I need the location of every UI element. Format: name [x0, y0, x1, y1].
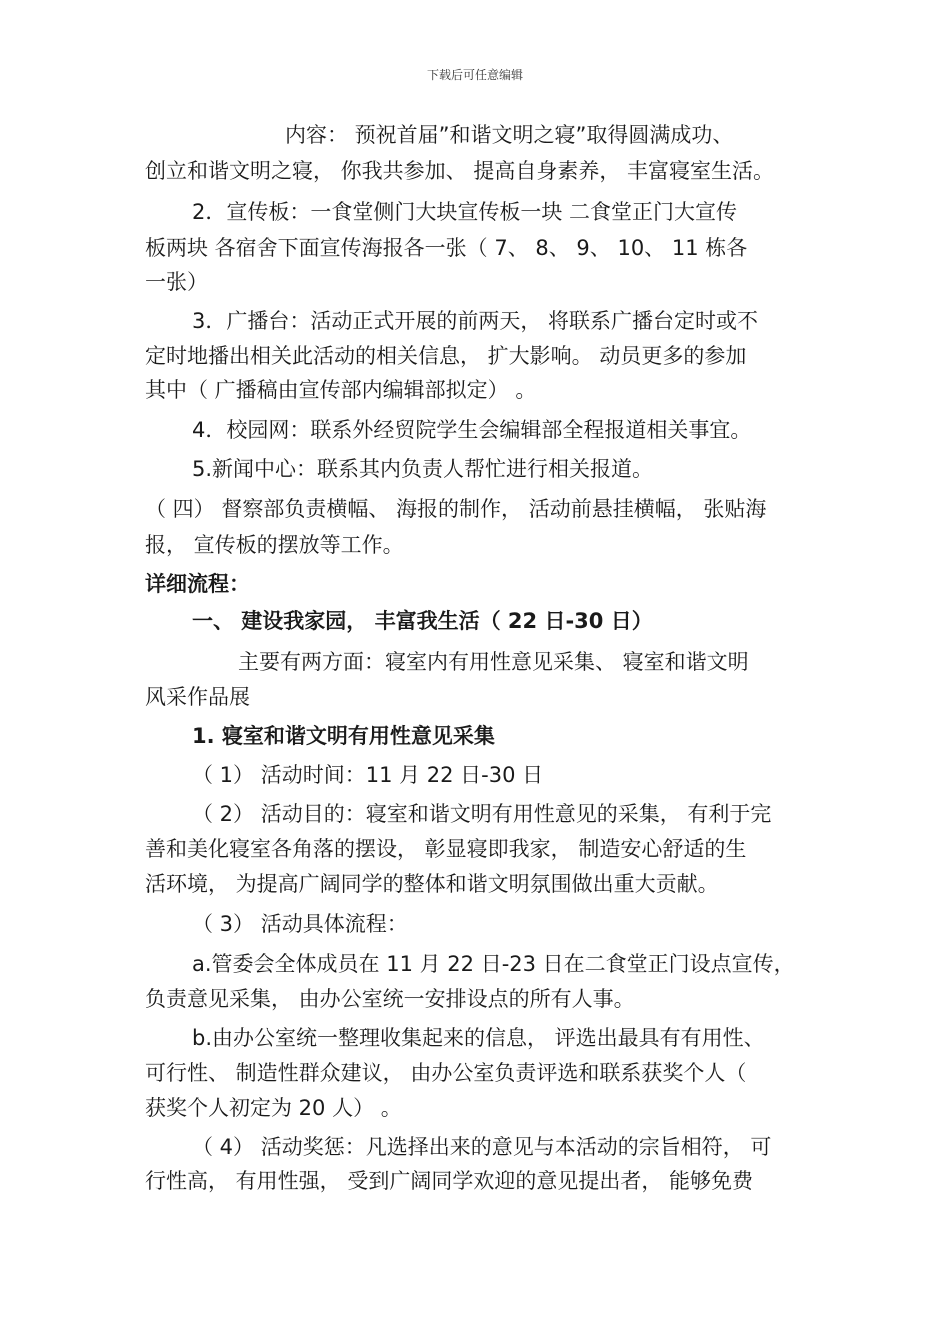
paragraph-line: 2．宣传板：一食堂侧门大块宣传板一块 二食堂正门大宣传 [192, 200, 738, 224]
paragraph-line: （ 3） 活动具体流程： [192, 912, 408, 936]
paragraph-line: 4．校园网：联系外经贸院学生会编辑部全程报道相关事宜。 [192, 418, 752, 442]
paragraph-line: 主要有两方面：寝室内有用性意见采集、 寝室和谐文明 [238, 650, 749, 674]
subsection-heading: 1. 寝室和谐文明有用性意见采集 [192, 724, 495, 748]
section-heading: 详细流程： [145, 572, 250, 596]
page-header: 下载后可任意编辑 [426, 68, 523, 82]
paragraph-line: 其中（ 广播稿由宣传部内编辑部拟定） 。 [145, 378, 537, 402]
paragraph-line: 善和美化寝室各角落的摆设， 彰显寝即我家， 制造安心舒适的生 [145, 837, 747, 861]
paragraph-line: 风采作品展 [145, 685, 250, 709]
paragraph-line: （ 2） 活动目的：寝室和谐文明有用性意见的采集， 有利于完 [192, 802, 772, 826]
paragraph-line: 获奖个人初定为 20 人） 。 [145, 1096, 402, 1120]
paragraph-line: 一张） [145, 270, 208, 294]
paragraph-line: 负责意见采集， 由办公室统一安排设点的所有人事。 [145, 987, 635, 1011]
paragraph-line: 板两块 各宿舍下面宣传海报各一张（ 7、 8、 9、 10、 11 栋各 [145, 236, 748, 260]
paragraph-line: （ 1） 活动时间：11 月 22 日-30 日 [192, 763, 544, 787]
paragraph-line: 报， 宣传板的摆放等工作。 [145, 533, 404, 557]
paragraph-line: a.管委会全体成员在 11 月 22 日-23 日在二食堂正门设点宣传， [192, 952, 795, 976]
paragraph-line: 行性高， 有用性强， 受到广阔同学欢迎的意见提出者， 能够免费 [145, 1169, 754, 1193]
section-heading: 一、 建设我家园， 丰富我生活（ 22 日-30 日） [192, 609, 653, 633]
paragraph-line: 活环境， 为提高广阔同学的整体和谐文明氛围做出重大贡献。 [145, 872, 719, 896]
paragraph-line: b.由办公室统一整理收集起来的信息， 评选出最具有有用性、 [192, 1026, 765, 1050]
paragraph-line: （ 4） 活动奖惩：凡选择出来的意见与本活动的宗旨相符， 可 [192, 1135, 772, 1159]
paragraph-line: 5.新闻中心：联系其内负责人帮忙进行相关报道。 [192, 457, 654, 481]
paragraph-line: 创立和谐文明之寝， 你我共参加、 提高自身素养， 丰富寝室生活。 [145, 159, 775, 183]
paragraph-line: 内容： 预祝首届”和谐文明之寝”取得圆满成功、 [285, 123, 734, 147]
paragraph-line: 可行性、 制造性群众建议， 由办公室负责评选和联系获奖个人（ [145, 1061, 747, 1085]
paragraph-line: （ 四） 督察部负责横幅、 海报的制作， 活动前悬挂横幅， 张贴海 [145, 497, 767, 521]
paragraph-line: 3．广播台：活动正式开展的前两天， 将联系广播台定时或不 [192, 309, 759, 333]
paragraph-line: 定时地播出相关此活动的相关信息， 扩大影响。 动员更多的参加 [145, 344, 747, 368]
